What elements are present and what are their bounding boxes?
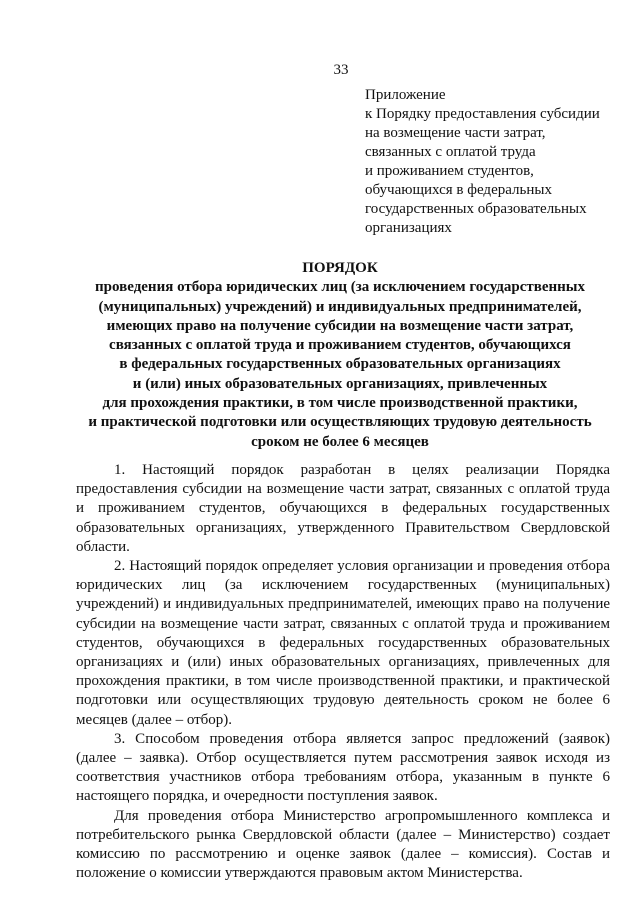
heading-line: для прохождения практики, в том числе производственной практики, [102, 395, 578, 412]
appendix-line: государственных образовательных [365, 201, 587, 217]
heading-line: связанных с оплатой труда и проживанием студентов, обучающихся [109, 337, 571, 354]
paragraph-3: 3. Способом проведения отбора является запрос предложений (заявок) (далее – заявка). Отбор осуществляется путем рассмотрения заявок исходя из соответствия участников отбора требованиям отбора, указанным в пункте 6 настоящего порядка, и очередности поступления заявок. [76, 730, 610, 805]
appendix-line: и проживанием студентов, [365, 163, 534, 179]
appendix-line: организациях [365, 220, 452, 236]
appendix-block [365, 86, 625, 238]
paragraph-4: Для проведения отбора Министерство агропромышленного комплекса и потребительского рынка Свердловской области (далее – Министерство) создает комиссию по рассмотрению и оценке заявок (далее – комиссия). Состав и положение о комиссии утверждаются правовым актом Министерства. [76, 807, 610, 882]
document-heading [60, 259, 620, 452]
heading-line: и (или) иных образовательных организациях, привлеченных [132, 375, 548, 392]
heading-line: сроком не более 6 месяцев [251, 433, 429, 450]
appendix-line: обучающихся в федеральных [365, 182, 552, 198]
heading-line: проведения отбора юридических лиц (за исключением государственных [95, 279, 585, 296]
heading-line: (муниципальных) учреждений) и индивидуальных предпринимателей, [98, 298, 582, 315]
page-number: 33 [333, 62, 349, 78]
heading-line: имеющих право на получение субсидии на возмещение части затрат, [106, 317, 574, 334]
appendix-line: связанных с оплатой труда [365, 144, 536, 160]
paragraph-2: 2. Настоящий порядок определяет условия организации и проведения отбора юридических лиц (за исключением государственных (муниципальных) учреждений) и индивидуальных предпринимателей, имеющих право на получение субсидии на возмещение части затрат, связанных с оплатой труда и проживанием студентов, обучающихся в федеральных государственных образовательных организациях и (или) иных образовательных организациях, привлеченных для прохождения практики, в том числе производственной практики, и практической подготовки или осуществляющих трудовую деятельность сроком не более 6 месяцев (далее – отбор). [76, 558, 610, 728]
document-body [76, 461, 610, 883]
heading-line: в федеральных государственных образовательных организациях [119, 356, 561, 373]
paragraph-1: 1. Настоящий порядок разработан в целях реализации Порядка предоставления субсидии на возмещение части затрат, связанных с оплатой труда и проживанием студентов, обучающихся в федеральных государственных образовательных организациях, утвержденного Правительством Свердловской области. [76, 462, 610, 555]
appendix-line: Приложение [365, 87, 446, 103]
document-title: ПОРЯДОК [302, 260, 378, 276]
heading-line: и практической подготовки или осуществляющих трудовую деятельность [88, 414, 592, 431]
appendix-line: к Порядку предоставления субсидии [365, 106, 600, 122]
appendix-line: на возмещение части затрат, [365, 125, 546, 141]
